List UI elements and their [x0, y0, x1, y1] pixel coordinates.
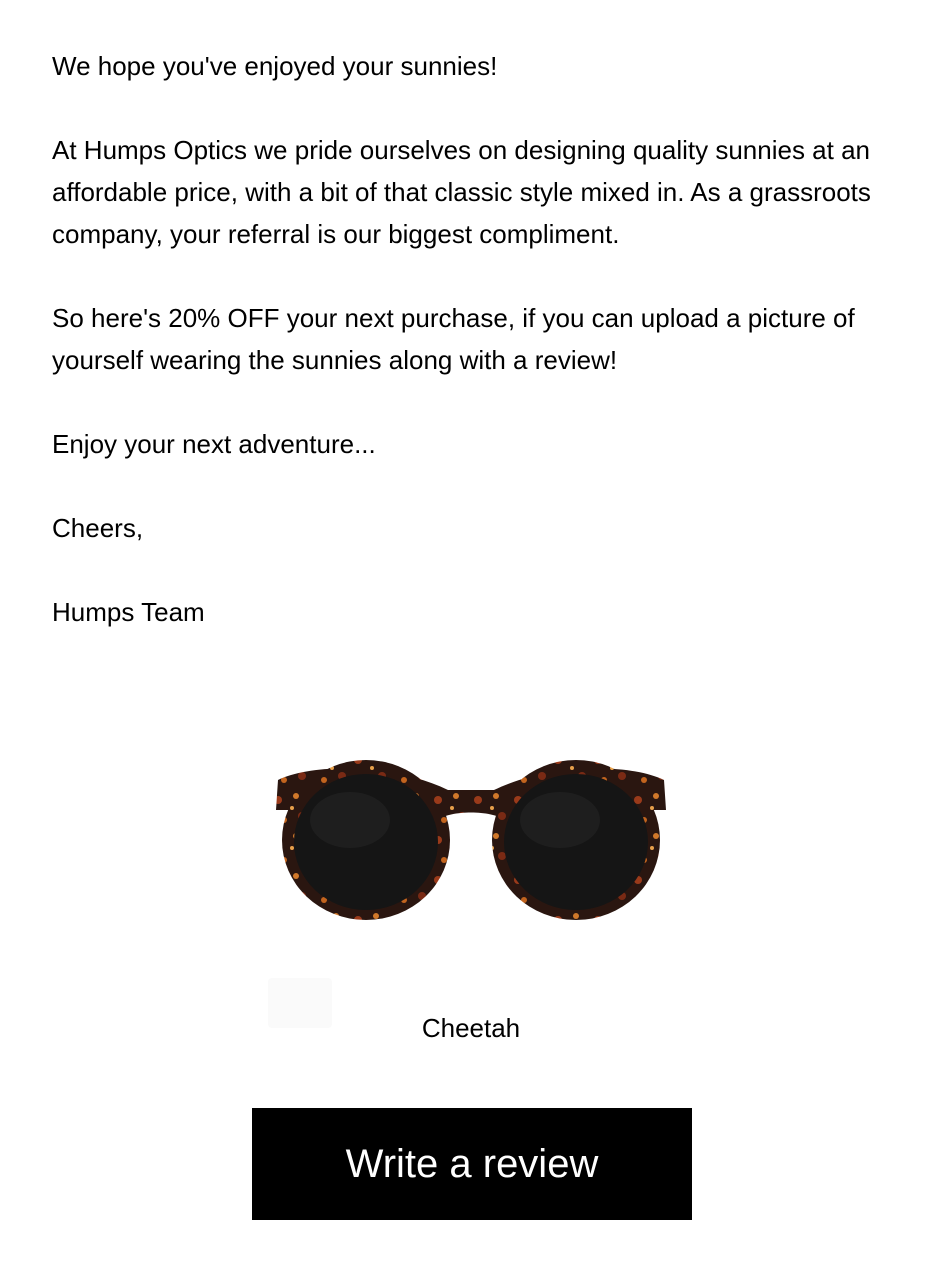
discount-offer-text: So here's 20% OFF your next purchase, if you can upload a picture of yourself wearing the sunnies along with a review! — [52, 303, 855, 375]
greeting-text: We hope you've enjoyed your sunnies! — [52, 51, 498, 81]
write-review-button[interactable]: Write a review — [252, 1108, 692, 1220]
product-name: Cheetah — [421, 1013, 521, 1043]
signature-text: Humps Team — [52, 597, 205, 627]
sunglasses-icon[interactable] — [270, 750, 672, 930]
brand-message-text: At Humps Optics we pride ourselves on designing quality sunnies at an affordable price, with a bit of that classic style mixed in. As a grassroots company, your referral is our biggest compliment. — [52, 135, 871, 249]
signoff-text: Cheers, — [52, 513, 144, 543]
adventure-text: Enjoy your next adventure... — [52, 429, 376, 459]
product-card — [0, 740, 942, 1060]
email-body — [52, 45, 902, 633]
